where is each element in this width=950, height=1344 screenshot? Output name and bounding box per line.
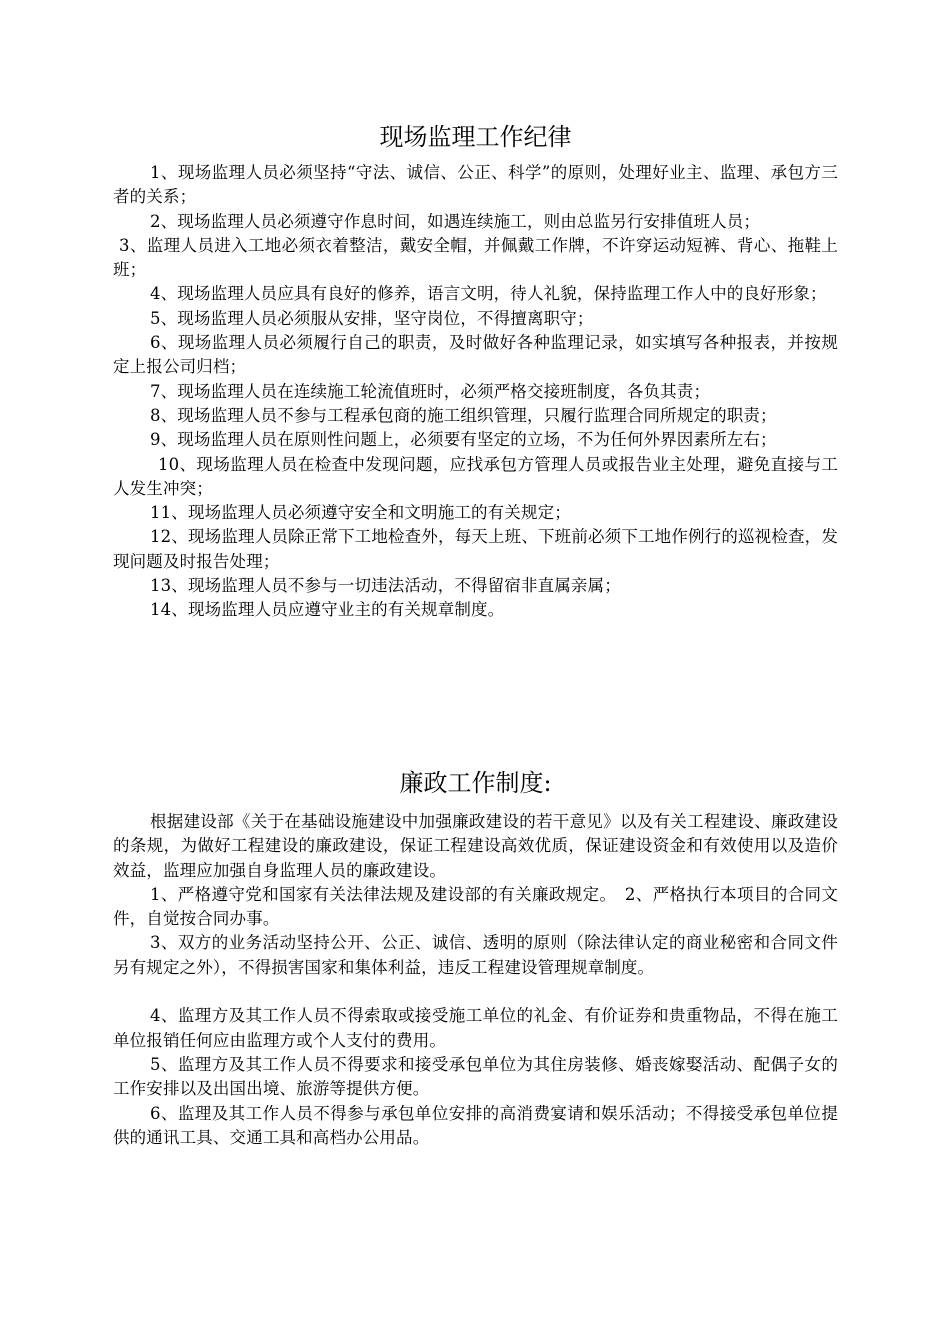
rule-item: 13、现场监理人员不参与一切违法活动，不得留宿非直属亲属； bbox=[150, 576, 621, 596]
rule-item: 1、严格遵守党和国家有关法律法规及建设部的有关廉政规定。 2、严格执行本项目的合同文件，自觉按合同办事。 bbox=[113, 884, 838, 929]
section-title-discipline: 现场监理工作纪律 bbox=[379, 123, 572, 151]
rule-item: 3、双方的业务活动坚持公开、公正、诚信、透明的原则（除法律认定的商业秘密和合同文件另有规定之外），不得损害国家和集体利益，违反工程建设管理规章制度。 bbox=[113, 933, 838, 977]
blank-line bbox=[113, 980, 838, 1004]
rule-item: 5、现场监理人员必须服从安排，坚守岗位，不得擅离职守； bbox=[150, 308, 594, 328]
rule-item: 7、现场监理人员在连续施工轮流值班时，必须严格交接班制度，各负其责； bbox=[150, 381, 711, 401]
discipline-rules-list bbox=[113, 161, 838, 623]
intro-paragraph: 根据建设部《关于在基础设施建设中加强廉政建设的若干意见》以及有关工程建设、廉政建设的条规，为做好工程建设的廉政建设，保证工程建设高效优质，保证建设资金和有效使用以及造价效益，监理应加强自身监理人员的廉政建设。 bbox=[113, 812, 838, 880]
rule-item: 2、现场监理人员必须遵守作息时间，如遇连续施工，则由总监另行安排值班人员； bbox=[150, 211, 761, 231]
rule-item: 6、监理及其工作人员不得参与承包单位安排的高消费宴请和娱乐活动；不得接受承包单位提供的通讯工具、交通工具和高档办公用品。 bbox=[113, 1103, 838, 1147]
rule-item: 12、现场监理人员除正常下工地检查外，每天上班、下班前必须下工地作例行的巡视检查，发现问题及时报告处理； bbox=[113, 527, 838, 571]
rule-item: 6、现场监理人员必须履行自己的职责，及时做好各种监理记录，如实填写各种报表，并按规定上报公司归档； bbox=[113, 333, 838, 377]
section-title-integrity: 廉政工作制度: bbox=[399, 769, 552, 797]
rule-item: 4、现场监理人员应具有良好的修养，语言文明，待人礼貌，保持监理工作人中的良好形象； bbox=[150, 284, 827, 304]
rule-item: 4、监理方及其工作人员不得索取或接受施工单位的礼金、有价证券和贵重物品，不得在施工单位报销任何应由监理方或个人支付的费用。 bbox=[113, 1006, 838, 1050]
rule-item: 11、现场监理人员必须遵守安全和文明施工的有关规定； bbox=[150, 503, 571, 523]
rule-item: 14、现场监理人员应遵守业主的有关规章制度。 bbox=[150, 600, 505, 620]
rule-item: 8、现场监理人员不参与工程承包商的施工组织管理，只履行监理合同所规定的职责； bbox=[150, 405, 777, 425]
rule-item: 1、现场监理人员必须坚持“守法、诚信、公正、科学”的原则，处理好业主、监理、承包方三者的关系； bbox=[113, 163, 838, 207]
rule-item: 5、监理方及其工作人员不得要求和接受承包单位为其住房装修、婚丧嫁娶活动、配偶子女的工作安排以及出国出境、旅游等提供方便。 bbox=[113, 1054, 838, 1099]
integrity-rules-list bbox=[113, 810, 838, 1150]
rule-item: 3、监理人员进入工地必须衣着整洁，戴安全帽，并佩戴工作牌，不许穿运动短裤、背心、拖鞋上班； bbox=[113, 235, 838, 280]
rule-item: 10、现场监理人员在检查中发现问题，应找承包方管理人员或报告业主处理，避免直接与工人发生冲突； bbox=[113, 454, 838, 498]
rule-item: 9、现场监理人员在原则性问题上，必须要有坚定的立场，不为任何外界因素所左右； bbox=[150, 430, 777, 450]
